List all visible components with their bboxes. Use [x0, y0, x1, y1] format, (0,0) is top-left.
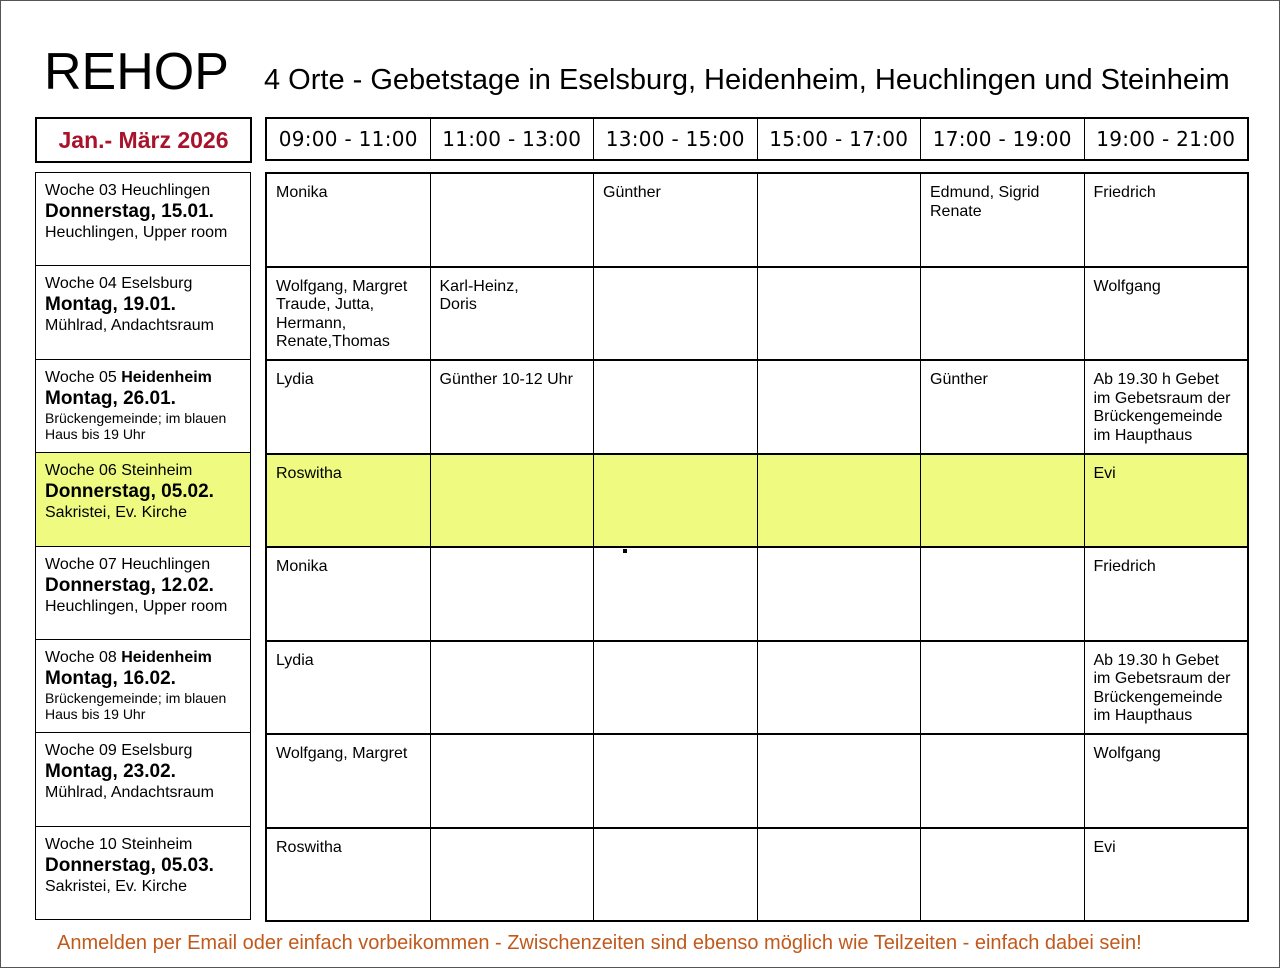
schedule-cell: Friedrich — [1084, 174, 1248, 266]
schedule-row — [267, 827, 1247, 921]
schedule-cell — [757, 642, 921, 734]
day-row — [36, 452, 250, 545]
schedule-cell: Lydia — [276, 371, 314, 388]
day-week-place: Heidenheim — [121, 368, 212, 386]
schedule-cell — [593, 548, 757, 640]
schedule-cell: Günther — [593, 174, 757, 266]
time-slot-3: 13:00 - 15:00 — [593, 119, 757, 159]
day-date: Donnerstag, 15.01. — [45, 201, 214, 222]
day-location: Heuchlingen, Upper room — [45, 597, 228, 615]
day-week-label: Woche 08 — [45, 648, 122, 666]
day-row — [36, 173, 250, 265]
day-week — [45, 741, 241, 761]
day-location: Mühlrad, Andachtsraum — [45, 784, 214, 802]
schedule-grid — [265, 172, 1249, 922]
schedule-cell: Lydia — [276, 651, 314, 669]
schedule-cell — [593, 268, 757, 360]
day-row — [36, 639, 250, 732]
schedule-cell: Wolfgang, Margret Traude, Jutta, Hermann, Renate,Thomas — [276, 277, 408, 350]
day-week — [45, 461, 241, 481]
time-slot-1: 09:00 - 11:00 — [278, 127, 418, 151]
schedule-cell — [593, 735, 757, 827]
time-slot-header — [265, 117, 1249, 161]
schedule-row — [267, 174, 1247, 266]
schedule-cell — [430, 735, 594, 827]
schedule-cell — [920, 642, 1084, 734]
day-list — [35, 172, 251, 920]
schedule-cell: Roswitha — [276, 464, 342, 482]
schedule-row — [267, 546, 1247, 640]
schedule-cell: Wolfgang, Margret — [276, 745, 408, 762]
page-subtitle: 4 Orte - Gebetstage in Eselsburg, Heidenheim, Heuchlingen und Steinheim — [264, 64, 1230, 96]
day-location: Heuchlingen, Upper room — [45, 224, 228, 241]
day-week-label: Woche 07 Heuchlingen — [45, 555, 211, 573]
schedule-cell — [593, 361, 757, 453]
schedule-row — [267, 733, 1247, 827]
schedule-cell: Wolfgang — [1084, 735, 1248, 827]
day-date: Montag, 16.02. — [45, 667, 176, 689]
schedule-cell — [430, 174, 594, 266]
schedule-row — [267, 266, 1247, 360]
day-location: Sakristei, Ev. Kirche — [45, 877, 187, 895]
day-row — [36, 732, 250, 825]
schedule-row — [267, 453, 1247, 547]
schedule-cell — [430, 642, 594, 734]
schedule-cell — [593, 642, 757, 734]
stray-dot — [623, 549, 627, 553]
schedule-cell — [430, 548, 594, 640]
time-slot-4: 15:00 - 17:00 — [757, 119, 921, 159]
day-row — [36, 265, 250, 358]
day-date: Montag, 26.01. — [45, 387, 176, 409]
day-location: Mühlrad, Andachtsraum — [45, 317, 214, 335]
schedule-cell: Ab 19.30 h Gebet im Gebetsraum der Brückengemeinde im Haupthaus — [1084, 361, 1248, 453]
schedule-cell: Friedrich — [1084, 548, 1248, 640]
schedule-cell — [757, 455, 921, 547]
schedule-cell — [757, 829, 921, 921]
schedule-cell: Monika — [276, 558, 328, 575]
day-week — [45, 274, 241, 294]
footer-note: Anmelden per Email oder einfach vorbeikommen - Zwischenzeiten sind ebenso möglich wie Teilzeiten - einfach dabei sein! — [57, 932, 1142, 954]
day-week-label: Woche 09 Eselsburg — [45, 742, 193, 760]
schedule-cell — [430, 455, 594, 547]
schedule-cell — [920, 268, 1084, 360]
schedule-cell — [593, 455, 757, 547]
schedule-cell — [430, 829, 594, 921]
schedule-cell: Günther — [920, 361, 1084, 453]
schedule-row — [267, 359, 1247, 453]
day-week — [45, 181, 241, 201]
schedule-cell: Roswitha — [276, 838, 342, 856]
day-date: Donnerstag, 12.02. — [45, 574, 214, 596]
day-date: Montag, 19.01. — [45, 294, 176, 316]
schedule-cell: Evi — [1084, 455, 1248, 547]
day-week-place: Heidenheim — [121, 648, 212, 666]
schedule-cell — [757, 548, 921, 640]
day-date: Donnerstag, 05.02. — [45, 481, 214, 503]
period-label: Jan.- März 2026 — [35, 117, 252, 163]
schedule-row — [267, 640, 1247, 734]
day-date: Donnerstag, 05.03. — [45, 854, 214, 876]
schedule-cell: Karl-Heinz, Doris — [430, 268, 594, 360]
schedule-cell — [920, 829, 1084, 921]
day-row — [36, 359, 250, 452]
time-slot-6: 19:00 - 21:00 — [1084, 119, 1248, 159]
schedule-cell: Ab 19.30 h Gebet im Gebetsraum der Brückengemeinde im Haupthaus — [1084, 642, 1248, 734]
day-week-label: Woche 04 Eselsburg — [45, 275, 193, 293]
day-week — [45, 835, 241, 855]
schedule-cell: Monika — [276, 184, 328, 201]
schedule-cell — [920, 548, 1084, 640]
day-week — [45, 368, 241, 388]
schedule-cell — [757, 268, 921, 360]
schedule-cell: Günther 10-12 Uhr — [430, 361, 594, 453]
day-location: Brückengemeinde; im blauen Haus bis 19 Uhr — [45, 409, 227, 442]
day-week-label: Woche 10 Steinheim — [45, 835, 193, 853]
day-row — [36, 826, 250, 919]
day-location: Sakristei, Ev. Kirche — [45, 504, 187, 522]
schedule-cell — [593, 829, 757, 921]
page-title: REHOP — [44, 43, 229, 101]
schedule-cell — [920, 455, 1084, 547]
day-week-label: Woche 05 — [45, 368, 122, 386]
schedule-cell: Wolfgang — [1084, 268, 1248, 360]
time-slot-5: 17:00 - 19:00 — [920, 119, 1084, 159]
day-location: Brückengemeinde; im blauen Haus bis 19 Uhr — [45, 689, 227, 722]
day-week — [45, 648, 241, 668]
day-week-label: Woche 06 Steinheim — [45, 462, 193, 480]
day-week — [45, 555, 241, 575]
day-row — [36, 546, 250, 639]
schedule-cell — [757, 361, 921, 453]
day-date: Montag, 23.02. — [45, 761, 176, 783]
schedule-cell — [757, 735, 921, 827]
schedule-cell: Evi — [1084, 829, 1248, 921]
schedule-cell: Edmund, Sigrid Renate — [920, 174, 1084, 266]
schedule-cell — [757, 174, 921, 266]
day-week-label: Woche 03 Heuchlingen — [45, 182, 211, 199]
schedule-cell — [920, 735, 1084, 827]
time-slot-2: 11:00 - 13:00 — [430, 119, 594, 159]
